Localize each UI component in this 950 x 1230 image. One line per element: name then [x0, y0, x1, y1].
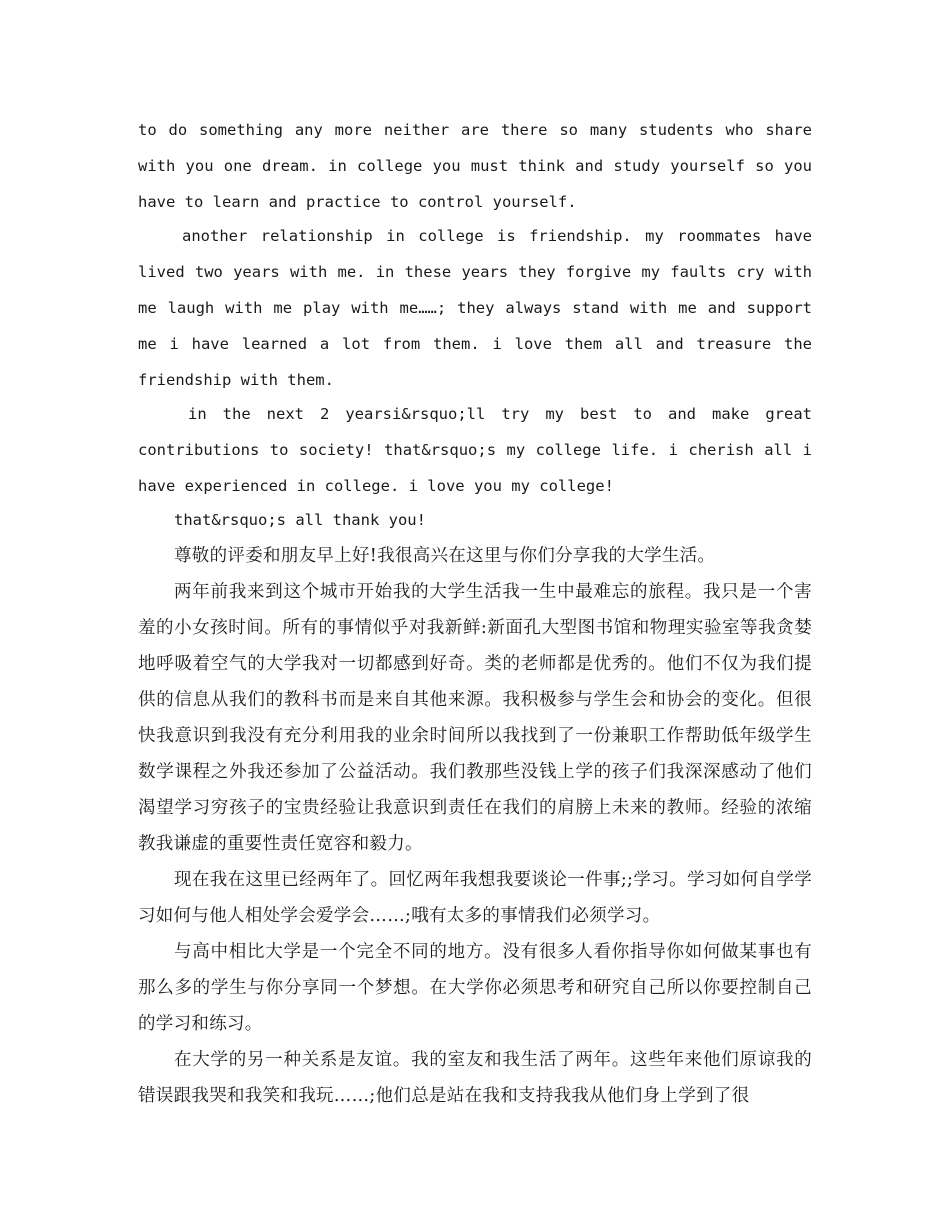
- chinese-paragraph-greeting: 尊敬的评委和朋友早上好!我很高兴在这里与你们分享我的大学生活。: [174, 546, 716, 566]
- english-paragraph-thanks: that&rsquo;s all thank you!: [174, 511, 426, 529]
- english-paragraph-conclusion: in the next 2 yearsi&rsquo;ll try my best to and make great contributions to society! that&rsquo;s my college life. i cherish all i have experienced in college. i love you my college!: [138, 405, 812, 495]
- chinese-paragraph-college-start: 两年前我来到这个城市开始我的大学生活我一生中最难忘的旅程。我只是一个害羞的小女孩时间。所有的事情似乎对我新鲜:新面孔大型图书馆和物理实验室等我贪婪地呼吸着空气的大学我对一切都感到好奇。类的老师都是优秀的。他们不仅为我们提供的信息从我们的教科书而是来自其他来源。我积极参与学生会和协会的变化。但很快我意识到我没有充分利用我的业余时间所以我找到了一份兼职工作帮助低年级学生数学课程之外我还参加了公益活动。我们教那些没钱上学的孩子们我深深感动了他们渴望学习穷孩子的宝贵经验让我意识到责任在我们的肩膀上未来的教师。经验的浓缩教我谦虚的重要性责任宽容和毅力。: [138, 582, 812, 854]
- chinese-paragraph-comparison: 与高中相比大学是一个完全不同的地方。没有很多人看你指导你如何做某事也有那么多的学生与你分享同一个梦想。在大学你必须思考和研究自己所以你要控制自己的学习和练习。: [138, 942, 812, 1034]
- english-paragraph-friendship: another relationship in college is friendship. my roommates have lived two years with me. in these years they forgive my faults cry with me laugh with me play with me……; they always stand with me and support me i have learned a lot from them. i love them all and treasure the friendship with them.: [138, 227, 812, 389]
- chinese-paragraph-friendship: 在大学的另一种关系是友谊。我的室友和我生活了两年。这些年来他们原谅我的错误跟我哭和我笑和我玩……;他们总是站在我和支持我我从他们身上学到了很: [138, 1050, 812, 1106]
- chinese-paragraph-learning: 现在我在这里已经两年了。回忆两年我想我要谈论一件事;;学习。学习如何自学学习如何与他人相处学会爱学会……;哦有太多的事情我们必须学习。: [138, 870, 812, 926]
- english-paragraph-continuation: to do something any more neither are there so many students who share with you one dream. in college you must think and study yourself so you have to learn and practice to control yourself.: [138, 121, 812, 211]
